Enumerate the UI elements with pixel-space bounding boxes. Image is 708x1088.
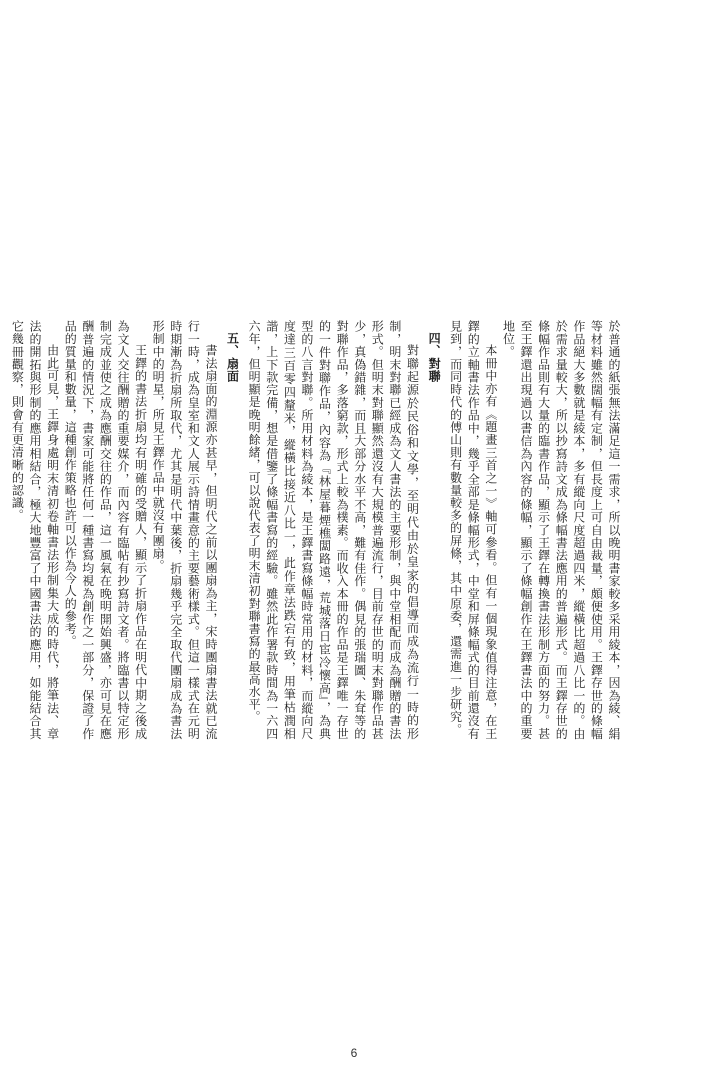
body-paragraph: 本冊中亦有《題畫三首之一》軸可參看。但有一個現象值得注意，在王鐸的立軸書法作品中，幾乎全部是條幅形式，中堂和屏條幅式的目前還沒有見到，而同時代的傅山則有數量較多的屏條，其中原委，還需進一步研究。 [448, 320, 498, 740]
body-paragraph: 王鐸的書法折扇均有明確的受贈人，顯示了折扇作品在明代中期之後成為文人交往酬贈的重要媒介，而內容有臨帖有抄寫詩文者。將臨書以特定形制完成並使之成為應酬交往的作品，這一風氣在晚明開始興盛，亦可見在應酬普遍的情況下，書家可能將任何一種書寫均視為創作之一部分，保證了作品的質量和數量，這種創作策略也許可以作為今人的參考。 [63, 320, 148, 740]
body-paragraph: 對聯起源於民俗和文學，至明代由於皇家的倡導而成為流行一時的形制，明末對聯已經成為文人書法的主要形制，與中堂相配而成為酬贈的書法形式。但明末對聯顯然還沒有大規模普遍流行，目前存世的明末對聯作品甚少，真偽錯雜，而且大部分水平不高，難有佳作。偶見的張瑞圖、朱耷等的對聯作品，多落窮款，形式上較為樸素。而收入本冊的作品是王鐸唯一存世的一件對聯作品，內容為『林屋暮煙樵闆路遠，荒城落日宦冷懷高』，為典型的八言對聯。所用材料為綾本，是王鐸書寫條幅時常用的材料，而縱向尺度達三百零四釐米，縱橫比接近八比一，此作章法跌宕有致，用筆枯潤相諧，上下款完備，想是借鑒了條幅書寫的經驗。雖然此作署款時間為一六四六年，但明顯是晚明餘緒，可以說代表了明末清初對聯書寫的最高水平。 [247, 320, 420, 740]
body-paragraph: 由此可見，王鐸身處明末清初卷軸書法形制集大成的時代，將筆法、章法的開拓與形制的應用相結合，極大地豐富了中國書法的應用，如能結合其它幾冊觀察，則會有更清晰的認識。 [10, 320, 60, 740]
section-heading-fans: 五、扇面 [225, 332, 240, 383]
vertical-text-body [10, 320, 622, 740]
page-number: 6 [350, 1046, 358, 1060]
section-heading-couplets: 四、對聯 [427, 332, 442, 383]
body-paragraph: 書法扇面的淵源亦甚早，但明代之前以團扇為主，宋時團扇書法就已流行一時，成為皇室和文人展示詩情畫意的主要藝術樣式。但這一樣式在元明時期漸為折扇所取代，尤其是明代中葉後，折扇幾乎完全取代團扇成為書法形制中的明星，所見王鐸作品中就沒有團扇。 [151, 320, 218, 740]
body-paragraph: 於普通的紙張無法滿足這一需求，所以晚明書家較多采用綾本，因為綾、絹等材料雖然闊幅有定制，但長度上可自由裁量，頗便使用。王鐸存世的條幅作品絕大多數就是綾本，多有縱向尺度超過四米，縱橫比超過八比一的。由於需求量較大，所以抄寫詩文成為條幅書法應用的普遍形式。而王鐸存世的條幅作品則有大量的臨書作品，顯示了王鐸在轉換書法形制方面的努力。甚至王鐸還出現過以書信為內容的條幅，顯示了條幅創作在王鐸書法中的重要地位。 [501, 320, 621, 740]
